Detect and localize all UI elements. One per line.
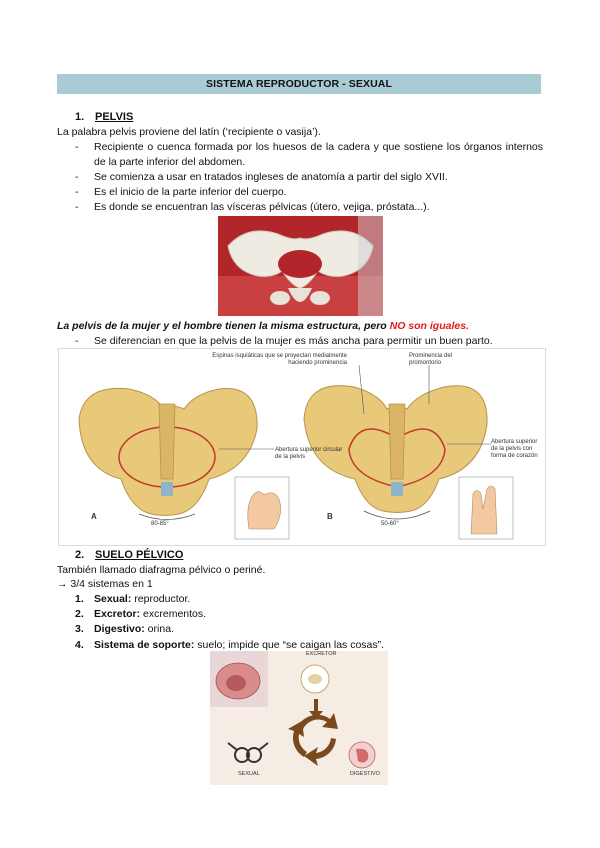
page-title-bar [57, 74, 541, 94]
section-number: 1. [75, 111, 85, 123]
list-item: - Es donde se encuentran las vísceras pélvicas (útero, vejiga, próstata...). [75, 201, 430, 213]
highlight-text: NO son iguales [389, 320, 467, 332]
section-number: 2. [75, 549, 85, 561]
section-title: PELVIS [95, 111, 134, 123]
stomach-icon [349, 742, 375, 768]
pelvis-intro: La palabra pelvis proviene del latín (‘recipiente o vasija’). [57, 126, 321, 138]
angle-a-label: 80-85° [151, 521, 169, 527]
section-title: SUELO PÉLVICO [95, 549, 184, 561]
toilet-icon [301, 665, 329, 693]
list-item: 4. Sistema de soporte: suelo; impide que “se caigan las cosas”. [75, 638, 385, 651]
label-excretor: EXCRETOR [306, 651, 337, 657]
pelvis-statement: La pelvis de la mujer y el hombre tienen la misma estructura, pero NO son iguales. [57, 320, 469, 332]
list-item: - Se diferencian en que la pelvis de la mujer es más ancha para permitir un buen parto. [75, 335, 493, 347]
pelvic-floor-systems: → 3/4 sistemas en 1 [57, 578, 153, 590]
label-digestivo: DIGESTIVO [350, 771, 380, 777]
list-item: 3. Digestivo: orina. [75, 623, 174, 636]
page-title: SISTEMA REPRODUCTOR - SEXUAL [206, 78, 392, 90]
label-promontory: Prominencia del promontorio [409, 353, 453, 366]
list-item: - Es el inicio de la parte inferior del cuerpo. [75, 186, 287, 198]
list-item: 1. Sexual: reproductor. [75, 593, 191, 605]
pelvic-floor-list [75, 592, 535, 653]
angle-b-label: 50-60° [381, 521, 399, 527]
list-item: - Recipiente o cuenca formada por los huesos de la cadera y que sostiene los órganos internos de la parte inferior del abdomen. [75, 141, 543, 168]
list-item: - Se comienza a usar en tratados ingleses de anatomía a partir del siglo XVII. [75, 171, 448, 183]
label-circular-inlet: Abertura superior circular de la pelvis [275, 447, 343, 460]
male-pelvis-drawing [79, 388, 257, 519]
label-heart-inlet: Abertura superior de la pelvis con forma de corazón [491, 439, 538, 459]
section-heading-pelvis [75, 111, 133, 123]
label-ischial-spines: Espinas isquiáticas que se proyectan medialmente haciendo prominencia [212, 353, 347, 366]
pelvic-floor-drawing [210, 651, 388, 785]
pelvic-floor-diagram [210, 651, 388, 785]
figure-letter-a: A [91, 512, 97, 521]
list-item: 2. Excretor: excrementos. [75, 608, 207, 621]
pelvic-floor-intro: También llamado diafragma pélvico o periné. [57, 564, 266, 576]
pelvis-photo [218, 216, 383, 316]
pelvis-difference-list [75, 334, 543, 349]
pelvis-bullet-list [75, 140, 543, 215]
pelvis-comparison-figure [58, 348, 546, 546]
section-heading-pelvic-floor [75, 549, 183, 561]
label-sexual: SEXUAL [238, 771, 260, 777]
figure-letter-b: B [327, 512, 333, 521]
